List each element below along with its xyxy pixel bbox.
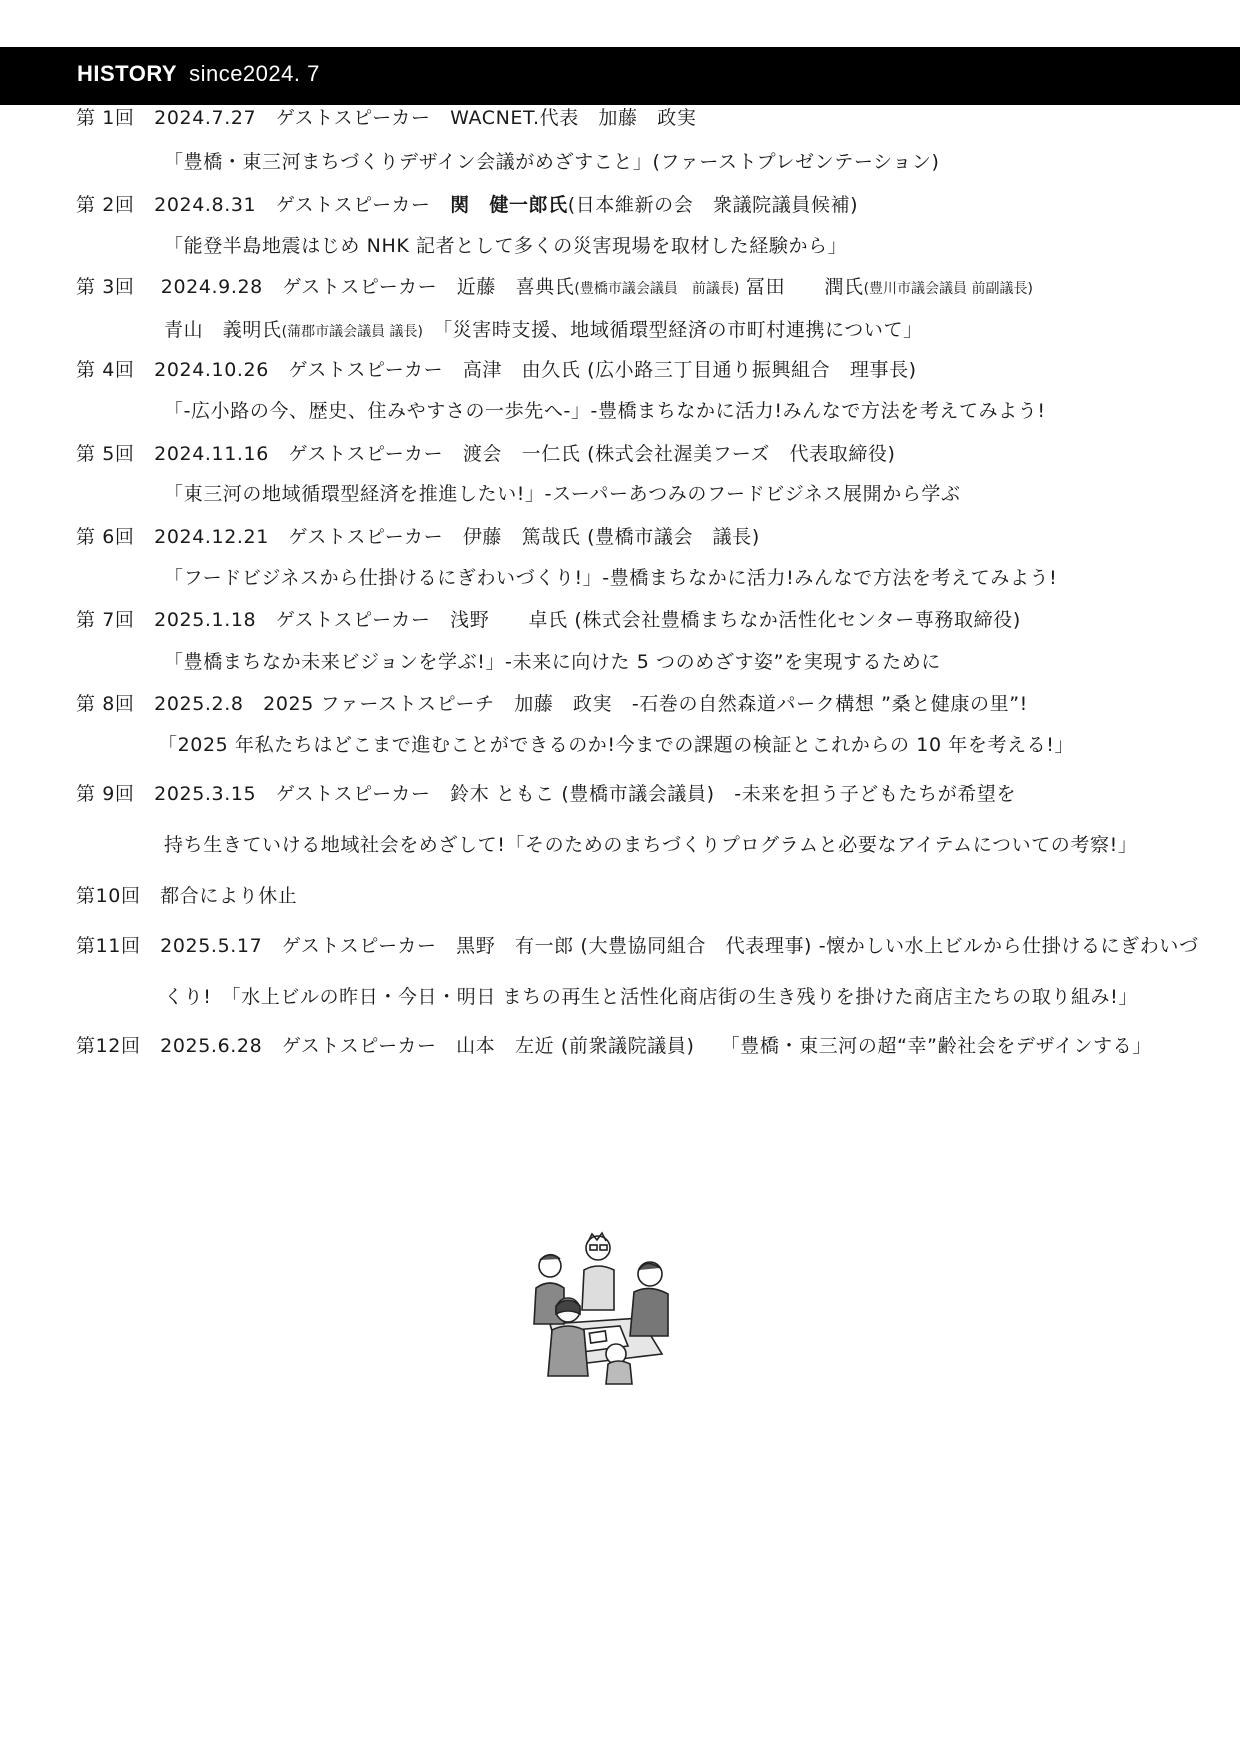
history-line: 第 7回 2025.1.18 ゲストスピーカー 浅野 卓氏 (株式会社豊橋まちなか活性化センター専務取締役) <box>76 609 1021 631</box>
meeting-people-illustration <box>522 1226 672 1386</box>
history-line: くり! 「水上ビルの昨日・今日・明日 まちの再生と活性化商店街の生き残りを掛けた商店主たちの取り組み!」 <box>164 986 1138 1008</box>
history-line: 「豊橋・東三河まちづくりデザイン会議がめざすこと」(ファーストプレゼンテーション) <box>164 151 940 173</box>
line-text: 冨田 潤氏 <box>739 276 864 298</box>
line-text: 第 2回 2024.8.31 ゲストスピーカー <box>76 194 451 216</box>
history-line: 第 5回 2024.11.16 ゲストスピーカー 渡会 一仁氏 (株式会社渥美フーズ 代表取締役) <box>76 443 896 465</box>
line-text: 「災害時支援、地域循環型経済の市町村連携について」 <box>422 319 923 341</box>
history-line: 第 1回 2024.7.27 ゲストスピーカー WACNET.代表 加藤 政実 <box>76 107 697 129</box>
history-line: 「フードビジネスから仕掛けるにぎわいづくり!」-豊橋まちなかに活力!みんなで方法を考えてみよう! <box>164 567 1058 589</box>
history-line: 「東三河の地域循環型経済を推進したい!」-スーパーあつみのフードビジネス展開から学ぶ <box>164 483 961 505</box>
speaker-name: 関 健一郎氏 <box>450 194 568 216</box>
speaker-title: (豊川市議会議員 前副議長) <box>863 281 1033 297</box>
history-line: 「2025 年私たちはどこまで進むことができるのか!今までの課題の検証とこれからの 10 年を考える!」 <box>158 734 1075 756</box>
line-text: 青山 義明氏 <box>164 319 282 341</box>
history-line: 第 8回 2025.2.8 2025 ファーストスピーチ 加藤 政実 -石巻の自然森道パーク構想 ”桑と健康の里”! <box>76 693 1028 715</box>
speaker-title: (蒲郡市議会議員 議長) <box>281 324 423 340</box>
history-line: 第10回 都合により休止 <box>76 885 298 907</box>
history-line: 「能登半島地震はじめ NHK 記者として多くの災害現場を取材した経験から」 <box>164 235 848 257</box>
header-title <box>77 61 320 87</box>
header-bar <box>0 47 1240 105</box>
history-line: 第12回 2025.6.28 ゲストスピーカー 山本 左近 (前衆議院議員) 「豊橋・東三河の超“幸”齢社会をデザインする」 <box>76 1035 1152 1057</box>
history-line <box>164 318 923 344</box>
history-line: 第11回 2025.5.17 ゲストスピーカー 黒野 有一郎 (大豊協同組合 代表理事) -懐かしい水上ビルから仕掛けるにぎわいづ <box>76 935 1199 957</box>
history-line: 第 9回 2025.3.15 ゲストスピーカー 鈴木 ともこ (豊橋市議会議員) -未来を担う子どもたちが希望を <box>76 783 1017 805</box>
history-line: 第 4回 2024.10.26 ゲストスピーカー 高津 由久氏 (広小路三丁目通り振興組合 理事長) <box>76 359 917 381</box>
history-line <box>76 193 858 217</box>
header-since: since2024. 7 <box>189 61 320 86</box>
history-line <box>76 275 1033 301</box>
line-text: (日本維新の会 衆議院議員候補) <box>567 194 859 216</box>
line-text: 第 3回 2024.9.28 ゲストスピーカー 近藤 喜典氏 <box>76 276 575 298</box>
header-history: HISTORY <box>77 61 178 86</box>
history-line: 第 6回 2024.12.21 ゲストスピーカー 伊藤 篤哉氏 (豊橋市議会 議長) <box>76 526 760 548</box>
history-line: 「-広小路の今、歴史、住みやすさの一歩先へ-」-豊橋まちなかに活力!みんなで方法を考えてみよう! <box>164 400 1046 422</box>
history-line: 「豊橋まちなか未来ビジョンを学ぶ!」-未来に向けた 5 つのめざす姿”を実現するために <box>164 651 941 673</box>
speaker-title: (豊橋市議会議員 前議長) <box>574 281 740 297</box>
history-line: 持ち生きていける地域社会をめざして!「そのためのまちづくりプログラムと必要なアイテムについての考察!」 <box>164 834 1138 856</box>
